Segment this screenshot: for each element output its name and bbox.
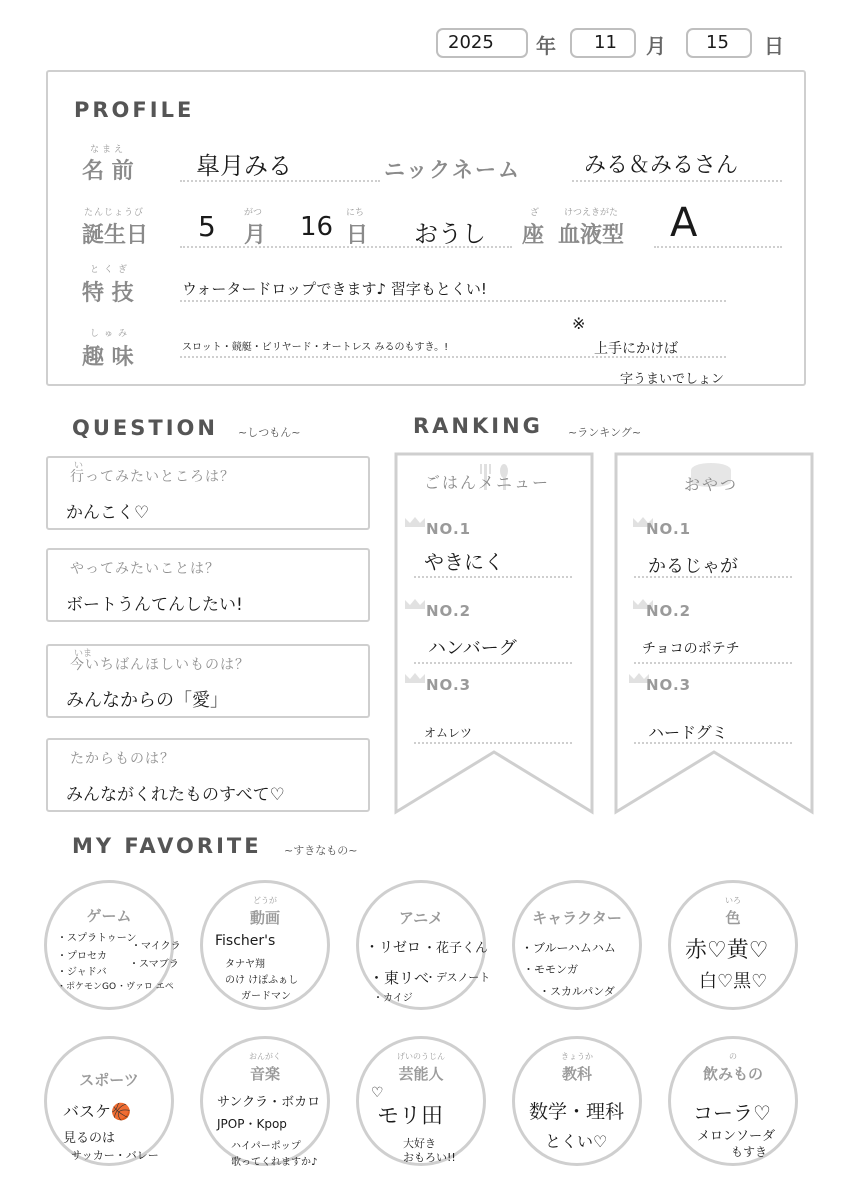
birthday-day-label: 日 <box>346 223 369 248</box>
favorite-game-item: ・ポケモンGO <box>57 982 117 992</box>
ranking-1-no2-value: ハンバーグ <box>428 638 517 659</box>
question-card-4 <box>46 738 370 812</box>
question-1-ruby: い <box>74 461 87 471</box>
favorite-celebrity-item: モリ田 <box>377 1104 444 1129</box>
profile-panel <box>46 70 806 386</box>
favorite-drink-item: もすき <box>731 1145 768 1159</box>
favorite-video <box>200 880 330 1010</box>
favorite-celebrity-item: ♡ <box>371 1085 384 1101</box>
favorite-sports-item: バスケ🏀 <box>63 1102 131 1121</box>
name-value: 皐月みる <box>196 152 292 180</box>
note-line1: 上手にかけば <box>594 341 678 357</box>
favorite-character-item: ・ブルーハムハム <box>521 941 616 955</box>
question-subheading: ~しつもん~ <box>238 426 301 439</box>
favorite-character-item: ・モモンガ <box>523 963 578 976</box>
ranking-ribbon-2 <box>614 452 814 816</box>
month-ruby: がつ <box>244 208 263 218</box>
ranking-2-no1-line <box>634 576 792 578</box>
question-1-answer: かんこく♡ <box>66 503 150 523</box>
favorite-music-ruby: おんがく <box>249 1052 281 1061</box>
ranking-1-no2-line <box>414 662 572 664</box>
favorite-drink <box>668 1036 798 1166</box>
favorite-sports <box>44 1036 174 1166</box>
question-card-2 <box>46 548 370 622</box>
favorite-color <box>668 880 798 1010</box>
favorite-game-item: ・ヴァロ エペ <box>117 982 174 992</box>
favorite-music <box>200 1036 330 1166</box>
day-ruby: にち <box>346 208 365 218</box>
favorite-game-item: ・マイクラ <box>131 941 181 952</box>
favorite-video-item: Fischer's <box>215 933 276 949</box>
ranking-subheading: ~ランキング~ <box>568 426 642 439</box>
favorite-anime-item: ・リゼロ <box>365 940 421 956</box>
day-value: 15 <box>706 32 729 53</box>
skill-ruby: とくぎ <box>90 265 133 275</box>
hobby-value: スロット・競艇・ビリヤード・オートレス みるのもすき。! <box>182 342 449 353</box>
favorite-color-ruby: いろ <box>725 896 741 905</box>
ranking-2-no2-label: NO.2 <box>646 602 692 620</box>
hobby-ruby: しゅみ <box>90 329 133 339</box>
ranking-1-no1-value: やきにく <box>424 550 504 574</box>
question-2-title: やってみたいことは？ <box>70 561 220 577</box>
nickname-label: ニックネーム <box>384 158 521 182</box>
crown-icon <box>404 672 426 684</box>
favorite-subject-ruby: きょうか <box>561 1052 593 1061</box>
question-1-title: 行ってみたいところは？ <box>70 469 235 485</box>
day-label: 日 <box>764 34 784 58</box>
favorite-game-item: ・スマブラ <box>129 959 179 970</box>
ranking-1-no3-value: オムレツ <box>424 726 473 740</box>
question-4-answer: みんながくれたものすべて♡ <box>66 785 285 805</box>
skill-value: ウォータードロップできます♪ 習字もとくい! <box>182 280 487 298</box>
note-line2: 字うまいでしょン <box>620 372 725 387</box>
favorite-subject-title: 教科 <box>561 1065 592 1083</box>
zodiac-value: おうし <box>414 220 486 248</box>
hobby-label: 趣 味 <box>82 345 134 370</box>
favorite-celebrity-ruby: げいのうじん <box>397 1052 445 1061</box>
favorite-music-item: サンクラ・ボカロ <box>217 1095 321 1110</box>
question-2-answer: ボートうんてんしたい! <box>66 595 243 615</box>
favorite-video-title: 動画 <box>249 909 280 927</box>
favorite-drink-title: 飲みもの <box>702 1065 763 1083</box>
question-heading: QUESTION <box>72 416 218 440</box>
favorite-game <box>44 880 181 1010</box>
favorite-drink-item: コーラ♡ <box>693 1101 771 1125</box>
favorite-sports-item: サッカー・バレー <box>71 1149 159 1162</box>
favorite-video-item: タナヤ翔 <box>225 959 265 970</box>
favorite-subject-item: 数学・理科 <box>529 1101 625 1123</box>
ranking-2-no3-line <box>634 742 792 744</box>
nickname-value: みる＆みるさん <box>584 153 739 178</box>
favorite-game-item: ・プロセカ <box>57 951 107 962</box>
favorite-game-item: ・スプラトゥーン <box>57 933 137 944</box>
ranking-2-no3-label: NO.3 <box>646 676 692 694</box>
favorite-color-item: 赤♡黄♡ <box>685 938 769 963</box>
favorite-drink-item: メロンソーダ <box>697 1129 776 1144</box>
favorite-character <box>512 880 642 1010</box>
birthday-month-label: 月 <box>244 223 267 248</box>
favorite-sports-item: 見るのは <box>63 1131 116 1146</box>
year-value: 2025 <box>448 32 494 53</box>
ranking-1-no1-label: NO.1 <box>426 520 472 538</box>
name-ruby: なまえ <box>90 145 127 155</box>
year-label: 年 <box>536 34 556 58</box>
birthday-month-value: 5 <box>198 210 216 243</box>
ranking-1-no1-line <box>414 576 572 578</box>
zodiac-label: 座 <box>522 223 545 248</box>
favorite-celebrity-item: 大好き <box>403 1137 436 1150</box>
question-3-title: 今いちばんほしいものは？ <box>70 657 250 673</box>
favorite-music-item: 歌ってくれますか♪ <box>231 1157 318 1168</box>
favorite-drink-ruby: の <box>729 1052 737 1061</box>
ranking-2-no1-label: NO.1 <box>646 520 692 538</box>
crown-icon <box>404 598 426 610</box>
favorite-subheading: ~すきなもの~ <box>284 844 358 857</box>
note-mark: ※ <box>572 314 586 333</box>
favorite-video-ruby: どうが <box>253 896 277 905</box>
favorite-color-item: 白♡黒♡ <box>699 971 768 992</box>
favorite-subject-item: とくい♡ <box>545 1132 608 1151</box>
favorite-game-item: ・ジャドバ <box>57 967 107 978</box>
favorite-subject <box>512 1036 642 1166</box>
favorite-sports-title: スポーツ <box>79 1071 139 1089</box>
favorite-anime <box>356 880 491 1010</box>
name-line <box>180 180 380 182</box>
ranking-1-no2-label: NO.2 <box>426 602 472 620</box>
question-card-1 <box>46 456 370 530</box>
ranking-2-no3-value: ハードグミ <box>648 723 728 742</box>
question-card-3 <box>46 644 370 718</box>
crown-icon <box>404 516 426 528</box>
question-3-answer: みんなからの「愛」 <box>66 690 228 711</box>
skill-label: 特 技 <box>82 281 134 306</box>
question-3-ruby: いま <box>74 649 93 659</box>
birthday-day-value: 16 <box>300 212 334 242</box>
favorite-character-title: キャラクター <box>532 909 622 927</box>
ranking-2-no2-value: チョコのポテチ <box>642 641 740 657</box>
favorite-character-item: ・スカルパンダ <box>539 985 615 998</box>
ranking-2-no1-value: かるじゃが <box>648 556 738 577</box>
favorite-heading: MY FAVORITE <box>72 834 262 858</box>
month-label: 月 <box>646 34 666 58</box>
favorite-celebrity <box>356 1036 486 1166</box>
ranking-1-title: ごはんメニュー <box>424 473 551 492</box>
blood-value: A <box>670 200 698 246</box>
favorite-music-item: ハイパーポップ <box>231 1141 301 1152</box>
profile-heading: PROFILE <box>74 98 195 122</box>
ranking-1-no3-label: NO.3 <box>426 676 472 694</box>
nickname-line <box>572 180 782 182</box>
ranking-2-title: おやつ <box>684 475 739 494</box>
birthday-ruby: たんじょうび <box>84 208 145 218</box>
blood-ruby: けつえきがた <box>564 208 619 218</box>
name-label: 名 前 <box>82 159 134 184</box>
favorite-anime-item: ・東リべ <box>369 969 430 987</box>
favorite-music-title: 音楽 <box>249 1065 280 1083</box>
favorite-anime-item: ・花子くん <box>423 941 489 956</box>
favorite-anime-item: ・デスノート <box>425 971 491 984</box>
month-value: 11 <box>594 32 617 53</box>
blood-label: 血液型 <box>558 223 625 248</box>
ranking-1-no3-line <box>414 742 572 744</box>
ranking-heading: RANKING <box>413 414 543 438</box>
question-4-title: たからものは？ <box>70 751 175 767</box>
favorite-anime-item: ・カイジ <box>373 993 413 1004</box>
favorite-celebrity-title: 芸能人 <box>398 1065 444 1083</box>
zodiac-ruby: ざ <box>530 208 543 218</box>
favorite-game-title: ゲーム <box>86 907 132 925</box>
birthday-label: 誕生日 <box>82 223 149 248</box>
birthday-line <box>180 246 512 248</box>
favorite-music-item: JPOP・Kpop <box>217 1117 287 1131</box>
favorite-celebrity-item: おもろい!! <box>403 1151 456 1164</box>
favorite-anime-title: アニメ <box>398 909 444 927</box>
favorite-color-title: 色 <box>725 909 741 927</box>
favorite-video-item: ガードマン <box>241 991 291 1002</box>
favorite-video-item: のけ けぽふぁし <box>225 975 299 986</box>
skill-line <box>180 300 726 302</box>
ranking-2-no2-line <box>634 662 792 664</box>
blood-line <box>654 246 782 248</box>
